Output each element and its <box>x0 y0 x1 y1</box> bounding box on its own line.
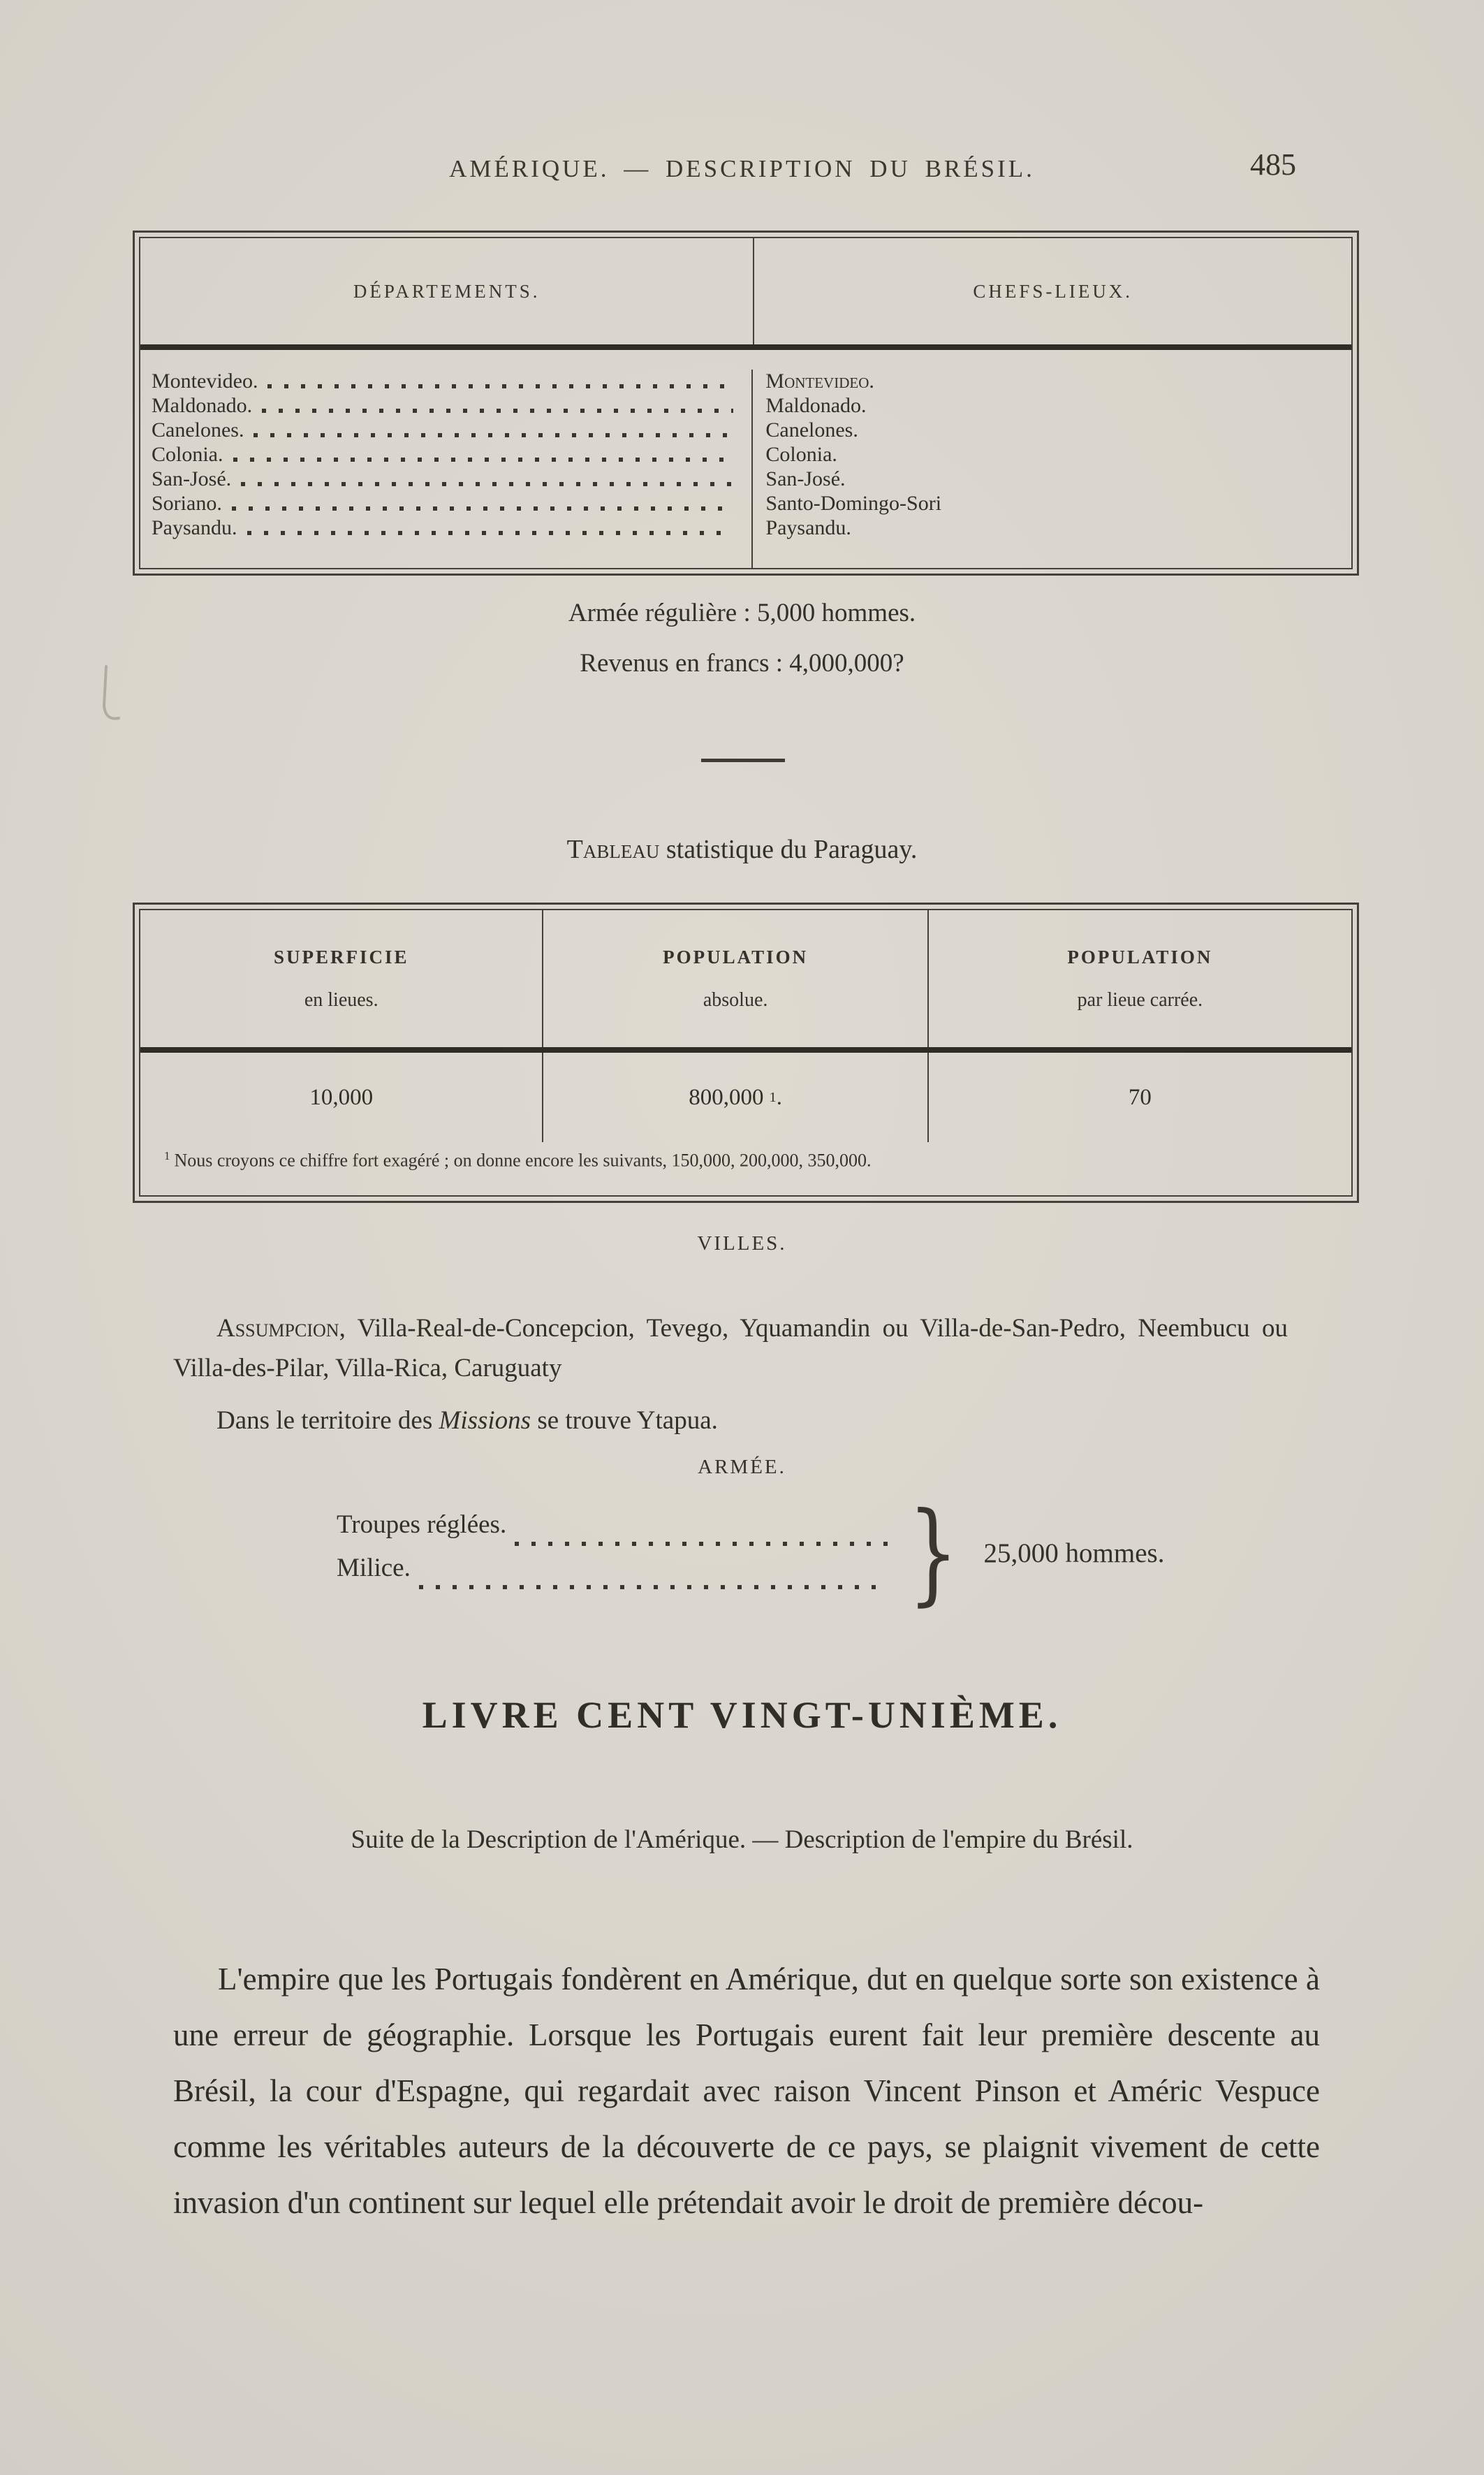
chef-lieu-name: Canelones. <box>765 418 858 441</box>
right-brace-glyph: } <box>908 1489 959 1617</box>
table-row <box>152 443 751 467</box>
departement-name: Paysandu. <box>152 516 237 539</box>
armee-items <box>337 1510 895 1596</box>
population-number: 800,000 <box>689 1084 764 1110</box>
revenus-line: Revenus en francs : 4,000,000? <box>580 649 904 678</box>
population-absolue-column-header <box>543 910 928 1047</box>
population-absolue-value <box>543 1053 928 1142</box>
departement-name: San-José. <box>152 467 232 490</box>
paraguay-stat-table-inner <box>139 909 1353 1197</box>
dot-leader <box>515 1542 888 1546</box>
territory-pre: Dans le territoire des <box>216 1406 439 1435</box>
departement-name: Montevideo. <box>152 370 258 393</box>
dot-leader <box>254 433 733 437</box>
table-row <box>152 370 751 394</box>
stat-table-values-row <box>140 1053 1351 1142</box>
villes-list-rest: , Villa-Real-de-Concepcion, Tevego, Yquamandin ou Villa-de-San-Pedro, Neembucu ou Villa-des-Pilar, Villa-Rica, Caruguaty <box>173 1314 1288 1382</box>
superficie-column-header <box>140 910 543 1047</box>
armee-total-value: 25,000 hommes. <box>983 1538 1165 1568</box>
livre-chapter-title: LIVRE CENT VINGT-UNIÈME. <box>422 1694 1062 1736</box>
table-row <box>152 418 751 443</box>
villes-heading: VILLES. <box>697 1232 787 1255</box>
departments-table-inner <box>139 237 1353 569</box>
chef-lieu-name: Santo-Domingo-Sori <box>765 492 942 515</box>
table-header-rule <box>140 344 1351 350</box>
population-par-lieue-column-header <box>929 910 1351 1047</box>
table-row <box>152 394 751 418</box>
armee-item-row <box>337 1510 895 1553</box>
paraguay-stat-table <box>133 903 1359 1203</box>
running-header: AMÉRIQUE. — DESCRIPTION DU BRÉSIL. <box>449 155 1035 182</box>
dot-leader <box>241 482 733 486</box>
chefs-lieux-column <box>753 370 1351 568</box>
paraguay-table-title <box>0 834 1484 865</box>
page-number: 485 <box>1250 147 1296 182</box>
departement-name: Colonia. <box>152 443 223 466</box>
section-divider-rule <box>701 759 785 762</box>
livre-chapter-subtitle: Suite de la Description de l'Amérique. — Description de l'empire du Brésil. <box>351 1825 1133 1854</box>
departement-name: Canelones. <box>152 418 244 441</box>
armee-reguliere-line: Armée régulière : 5,000 hommes. <box>568 599 916 627</box>
armee-item-row <box>337 1553 895 1596</box>
departements-column-header: DÉPARTEMENTS. <box>140 238 754 344</box>
chef-lieu-name: Montevideo. <box>765 370 874 393</box>
table-row <box>152 467 751 492</box>
superficie-value: 10,000 <box>140 1053 543 1142</box>
departement-name: Soriano. <box>152 492 222 515</box>
armee-item-label: Milice. <box>337 1554 411 1582</box>
table-header-rule <box>140 1047 1351 1053</box>
dot-leader <box>262 409 733 413</box>
population-par-lieue-value: 70 <box>1128 1084 1152 1110</box>
title-lead-word: Tableau <box>566 835 660 864</box>
chef-lieu-name: Colonia. <box>765 443 837 466</box>
departments-table-header-row <box>140 238 1351 344</box>
population-suffix: . <box>776 1084 782 1110</box>
territory-italic-word: Missions <box>439 1406 531 1435</box>
dot-leader <box>232 506 734 511</box>
intro-paragraph: L'empire que les Portugais fondèrent en Amérique, dut en quelque sorte son existence à une erreur de géographie. Lorsque les Portugais eurent fait leur première descente au Brésil, la cour d'Espagne, qui regardait avec raison Vincent Pinson et Améric Vespuce comme les véritables auteurs de la découverte de ce pays, se plaignit vivement de cette invasion d'un continent sur lequel elle prétendait avoir le droit de première décou- <box>173 1962 1320 2220</box>
villes-list-paragraph <box>173 1308 1288 1388</box>
header-line2: absolue. <box>703 988 768 1011</box>
table-footnote <box>140 1142 1351 1195</box>
departement-name: Maldonado. <box>152 394 253 417</box>
header-line1: SUPERFICIE <box>273 946 409 968</box>
table-row <box>152 516 751 541</box>
dot-leader <box>247 531 734 535</box>
header-line2: par lieue carrée. <box>1077 988 1203 1011</box>
header-line1: POPULATION <box>663 946 809 968</box>
chefs-lieux-column-header: CHEFS-LIEUX. <box>973 280 1133 302</box>
armee-heading: ARMÉE. <box>698 1456 786 1478</box>
stat-table-header-row <box>140 910 1351 1047</box>
dot-leader <box>419 1585 888 1589</box>
departements-column <box>140 370 753 568</box>
missions-territory-line <box>173 1401 1288 1440</box>
departments-table <box>133 231 1359 576</box>
footnote-marker: 1 <box>769 1089 777 1105</box>
chef-lieu-name: Paysandu. <box>765 516 851 539</box>
departments-table-body <box>140 350 1351 568</box>
title-rest: statistique du Paraguay. <box>659 835 918 864</box>
footnote-text: Nous croyons ce chiffre fort exagéré ; on donne encore les suivants, 150,000, 200,000, 350,000. <box>174 1150 872 1171</box>
chef-lieu-name: San-José. <box>765 467 846 490</box>
dot-leader <box>233 458 734 462</box>
armee-breakdown <box>337 1489 1203 1617</box>
dot-leader <box>267 384 733 388</box>
header-line2: en lieues. <box>304 988 379 1011</box>
footnote-marker: 1 <box>164 1149 170 1162</box>
table-row <box>152 492 751 516</box>
chef-lieu-name: Maldonado. <box>765 394 867 417</box>
armee-item-label: Troupes réglées. <box>337 1510 507 1539</box>
villes-lead-word: Assumpcion <box>216 1314 339 1343</box>
header-line1: POPULATION <box>1067 946 1213 968</box>
territory-post: se trouve Ytapua. <box>531 1406 718 1435</box>
